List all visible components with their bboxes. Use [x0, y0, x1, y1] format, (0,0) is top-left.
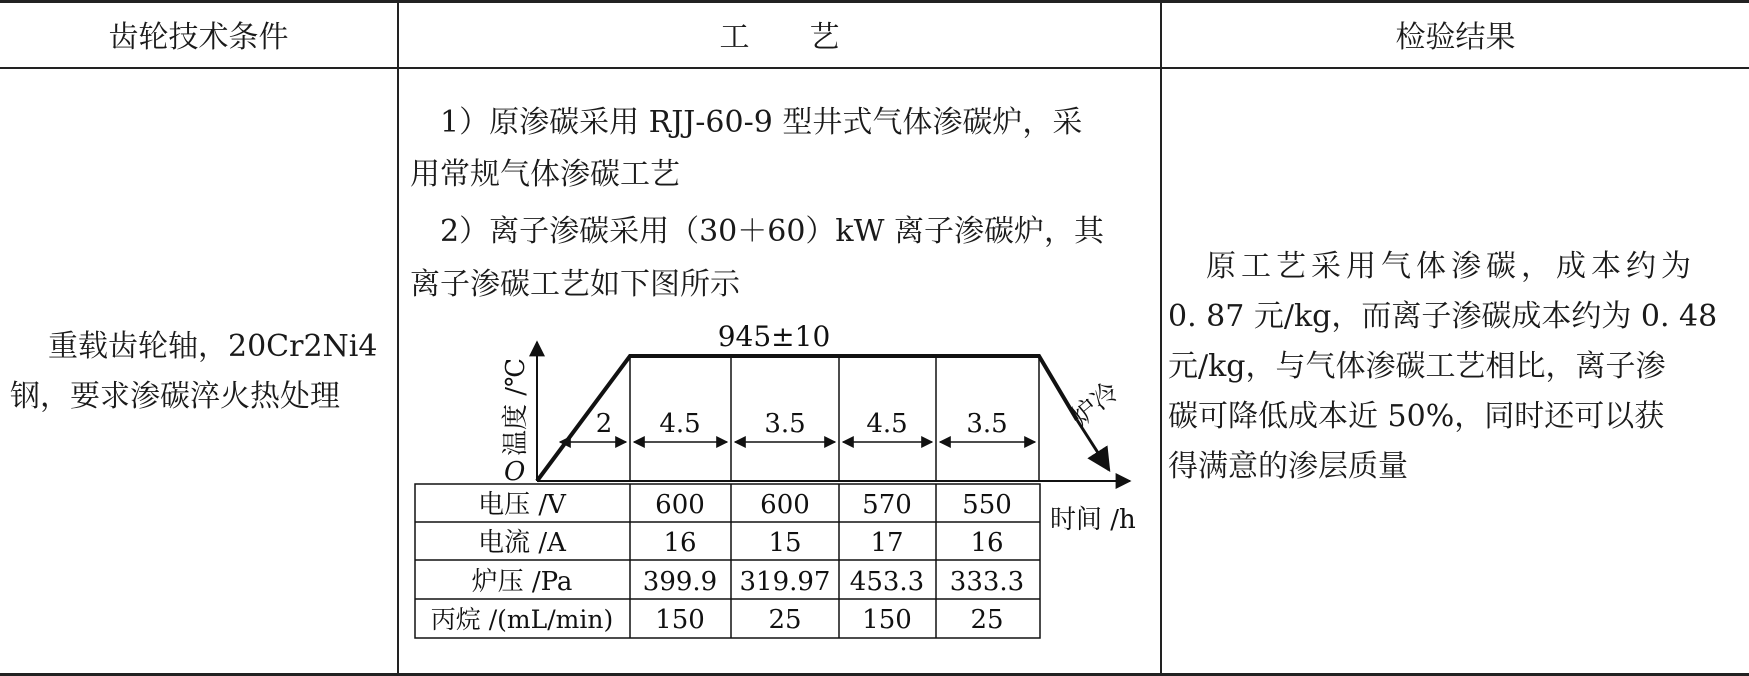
process-para-2-line-2: 离子渗碳工艺如下图所示 [410, 267, 740, 302]
cooling-label: 炉冷 [1065, 376, 1125, 434]
origin-label: O [504, 457, 526, 487]
table-cell: 16 [970, 528, 1004, 558]
table-cell: 150 [862, 605, 912, 635]
table-row-label-voltage: 电压 /V [478, 490, 566, 520]
table-cell: 25 [970, 605, 1004, 635]
heating-duration-label: 2 [595, 409, 613, 439]
result-line-4: 碳可降低成本近 50%，同时还可以获 [1168, 399, 1665, 434]
x-axis-label: 时间 /h [1050, 505, 1136, 535]
table-cell: 399.9 [642, 567, 718, 597]
inspection-result-cell [1168, 242, 1740, 492]
table-cell: 16 [663, 528, 697, 558]
stage-2-duration-label: 3.5 [764, 409, 806, 439]
gear-conditions-line-1: 重载齿轮轴，20Cr2Ni4 [48, 329, 378, 364]
result-line-1: 原工艺采用气体渗碳，成本约为 [1206, 249, 1696, 284]
result-line-5: 得满意的渗层质量 [1168, 449, 1408, 484]
table-cell: 333.3 [949, 567, 1025, 597]
temperature-label: 945±10 [717, 320, 831, 353]
process-para-1-line-1: 1）原渗碳采用 RJJ-60-9 型井式气体渗碳炉，采 [440, 105, 1083, 140]
process-para-2-line-1: 2）离子渗碳采用（30＋60）kW 离子渗碳炉，其 [440, 214, 1104, 249]
table-cell: 600 [760, 490, 810, 520]
header-inspection-result: 检验结果 [1395, 20, 1516, 55]
process-para-1-line-2: 用常规气体渗碳工艺 [410, 157, 680, 192]
ion-carburizing-process-diagram [412, 320, 1152, 645]
y-axis-label: 温度 /℃ [501, 357, 531, 456]
header-process: 工 艺 [719, 20, 840, 55]
gear-conditions-line-2: 钢，要求渗碳淬火热处理 [10, 379, 340, 414]
table-cell: 600 [655, 490, 705, 520]
table-cell: 17 [870, 528, 904, 558]
header-gear-conditions: 齿轮技术条件 [108, 20, 289, 55]
result-line-3: 元/kg，与气体渗碳工艺相比，离子渗 [1168, 349, 1666, 384]
column-divider-1 [397, 0, 399, 676]
stage-4-duration-label: 3.5 [966, 409, 1008, 439]
table-cell: 319.97 [739, 567, 831, 597]
result-line-2: 0. 87 元/kg，而离子渗碳成本约为 0. 48 [1168, 299, 1718, 334]
gear-conditions-cell [10, 322, 390, 422]
table-row-label-current: 电流 /A [478, 528, 566, 558]
table-cell: 25 [768, 605, 802, 635]
table-cell: 570 [862, 490, 912, 520]
table-row-label-propane: 丙烷 /(mL/min) [430, 605, 614, 634]
table-cell: 150 [655, 605, 705, 635]
table-row-label-pressure: 炉压 /Pa [471, 567, 573, 597]
table-cell: 453.3 [849, 567, 925, 597]
table-cell: 15 [768, 528, 802, 558]
stage-1-duration-label: 4.5 [659, 409, 701, 439]
stage-3-duration-label: 4.5 [866, 409, 908, 439]
table-cell: 550 [962, 490, 1012, 520]
column-divider-2 [1160, 0, 1162, 676]
